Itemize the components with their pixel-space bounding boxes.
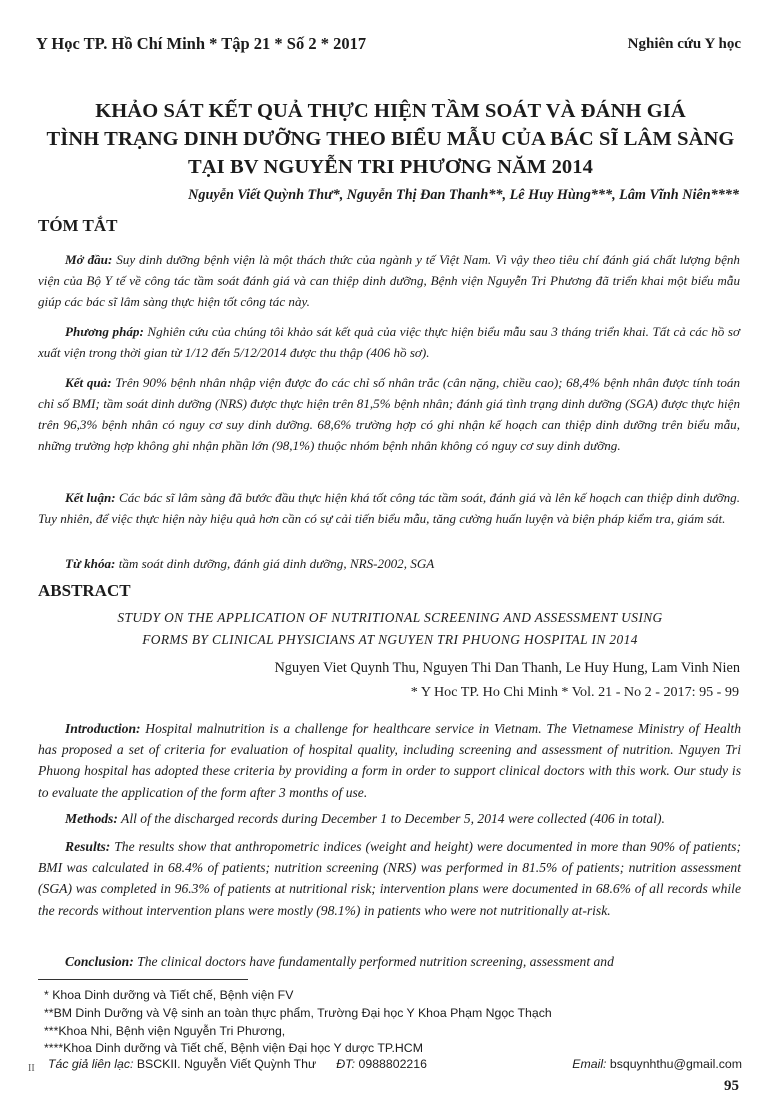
contact-phone [336,1057,427,1071]
ket-qua-paragraph [38,372,740,456]
contact-author [48,1057,316,1071]
introduction-paragraph [38,718,741,803]
conclusion-paragraph [38,951,741,972]
results-label: Results: [65,839,111,854]
phuong-phap-paragraph [38,321,740,363]
english-title-line-1: STUDY ON THE APPLICATION OF NUTRITIONAL SCREENING AND ASSESSMENT USING [117,610,663,625]
margin-mark: II [28,1063,35,1074]
conclusion-text: The clinical doctors have fundamentally performed nutrition screening, assessment and [137,954,614,969]
results-paragraph [38,836,741,921]
footnote-4: ****Khoa Dinh dưỡng và Tiết chế, Bệnh viện Đại học Y dược TP.HCM [44,1041,423,1055]
title-line-1: KHẢO SÁT KẾT QUẢ THỰC HIỆN TẦM SOÁT VÀ ĐÁNH GIÁ [95,100,686,122]
footnote-1: * Khoa Dinh dưỡng và Tiết chế, Bệnh viện FV [44,988,294,1002]
email-label: Email: [572,1057,607,1071]
phone-label: ĐT: [336,1057,356,1071]
phone-number: 0988802216 [358,1057,427,1071]
methods-label: Methods: [65,811,118,826]
page-number: 95 [724,1078,739,1094]
ket-luan-paragraph [38,487,740,529]
results-text: The results show that anthropometric indices (weight and height) were documented in more than 90% of patients; BMI was calculated in 68.4% of patients; nutrition screening (NRS) was performed in 81.5% of patients; nutrition assessment (SGA) was completed in 96.3% of patients at nutritional risk; intervention plans were documented in 68.6% of all records while the records without intervention plans were mostly (98.1%) in patients who were not nutritionally at-risk. [38,839,741,918]
title-line-2: TÌNH TRẠNG DINH DƯỠNG THEO BIỂU MẪU CỦA BÁC SĨ LÂM SÀNG [46,128,735,150]
section-header: Nghiên cứu Y học [627,36,741,52]
tu-khoa-text: tầm soát dinh dưỡng, đánh giá dinh dưỡng, NRS-2002, SGA [118,556,435,571]
mo-dau-text: Suy dinh dưỡng bệnh viện là một thách thức của ngành y tế Việt Nam. Vì vậy theo tiêu chí đánh giá chất lượng bệnh viện của Bộ Y tế về công tác tầm soát đánh giá và can thiệp dinh dưỡng, Bệnh viện Nguyễn Tri Phương đã triển khai một biểu mẫu giúp các bác sĩ lâm sàng thực hiện tốt công tác này. [38,252,740,309]
methods-paragraph [38,808,741,829]
contact-label: Tác giả liên lạc: [48,1057,134,1071]
conclusion-label: Conclusion: [65,954,134,969]
author-list: Nguyễn Viết Quỳnh Thư*, Nguyễn Thị Đan Thanh**, Lê Huy Hùng***, Lâm Vĩnh Niên**** [188,187,739,203]
ket-qua-label: Kết quả: [65,375,112,390]
mo-dau-paragraph [38,249,740,312]
footnote-divider [38,979,248,980]
tu-khoa-label: Từ khóa: [65,556,116,571]
tu-khoa-paragraph [38,553,740,574]
english-title [40,607,740,651]
citation: * Y Hoc TP. Ho Chi Minh * Vol. 21 - No 2 - 2017: 95 - 99 [410,684,739,700]
contact-email [572,1057,742,1071]
introduction-label: Introduction: [65,721,141,736]
footnote-2: **BM Dinh Dưỡng và Vệ sinh an toàn thực phẩm, Trường Đại học Y Khoa Phạm Ngọc Thạch [44,1006,552,1020]
ket-luan-label: Kết luận: [65,490,116,505]
introduction-text: Hospital malnutrition is a challenge for healthcare service in Vietnam. The Vietnamese Ministry of Health has proposed a set of criteria for evaluation of hospital quality, including screening and assessment of nutrition. Nguyen Tri Phuong hospital has adopted these criteria by providing a form in order to support clinical doctors with this work. Our study is to evaluate the application of the form after 3 months of use. [38,721,741,800]
mo-dau-label: Mở đầu: [65,252,113,267]
title-line-3: TẠI BV NGUYỄN TRI PHƯƠNG NĂM 2014 [188,156,593,178]
contact-name: BSCKII. Nguyễn Viết Quỳnh Thư [136,1057,317,1071]
methods-text: All of the discharged records during December 1 to December 5, 2014 were collected (406 in total). [121,811,665,826]
ket-qua-text: Trên 90% bệnh nhân nhập viện được đo các chỉ số nhân trắc (cân nặng, chiều cao); 68,4% bệnh nhân được tính toán chỉ số BMI; tầm soát dinh dưỡng (NRS) được thực hiện trên 81,5% bệnh nhân; đánh giá tình trạng dinh dưỡng (SGA) được thực hiện trên 96,3% bệnh nhân có nguy cơ suy dinh dưỡng. 68,6% trường hợp có ghi nhận kế hoạch can thiệp dinh dưỡng trên biểu mẫu, những trường hợp không ghi nhận phần lớn (98,1%) thuộc nhóm bệnh nhân không có nguy cơ suy dinh dưỡng. [38,375,740,453]
abstract-heading: ABSTRACT [38,581,131,600]
english-title-line-2: FORMS BY CLINICAL PHYSICIANS AT NGUYEN TRI PHUONG HOSPITAL IN 2014 [142,632,638,647]
journal-header: Y Học TP. Hồ Chí Minh * Tập 21 * Số 2 * 2017 [36,34,367,53]
email-address[interactable]: bsquynhthu@gmail.com [609,1057,742,1071]
contact-line [30,1057,742,1071]
phuong-phap-text: Nghiên cứu của chúng tôi khảo sát kết quả của việc thực hiện biểu mẫu sau 3 tháng triển khai. Tất cả các hồ sơ xuất viện trong thời gian từ 1/12 đến 5/12/2014 được thu thập (406 hồ sơ). [38,324,740,360]
ket-luan-text: Các bác sĩ lâm sàng đã bước đầu thực hiện khá tốt công tác tầm soát, đánh giá và lên kế hoạch can thiệp dinh dưỡng. Tuy nhiên, để việc thực hiện này hiệu quả hơn cần có sự cải tiến biểu mẫu, tăng cường huấn luyện và biện pháp kiểm tra, giám sát. [38,490,740,526]
phuong-phap-label: Phương pháp: [65,324,144,339]
paper-title [40,97,741,181]
english-authors: Nguyen Viet Quynh Thu, Nguyen Thi Dan Thanh, Le Huy Hung, Lam Vinh Nien [274,660,740,676]
tom-tat-heading: TÓM TẮT [38,216,118,235]
footnote-3: ***Khoa Nhi, Bệnh viện Nguyễn Tri Phương, [44,1024,286,1038]
